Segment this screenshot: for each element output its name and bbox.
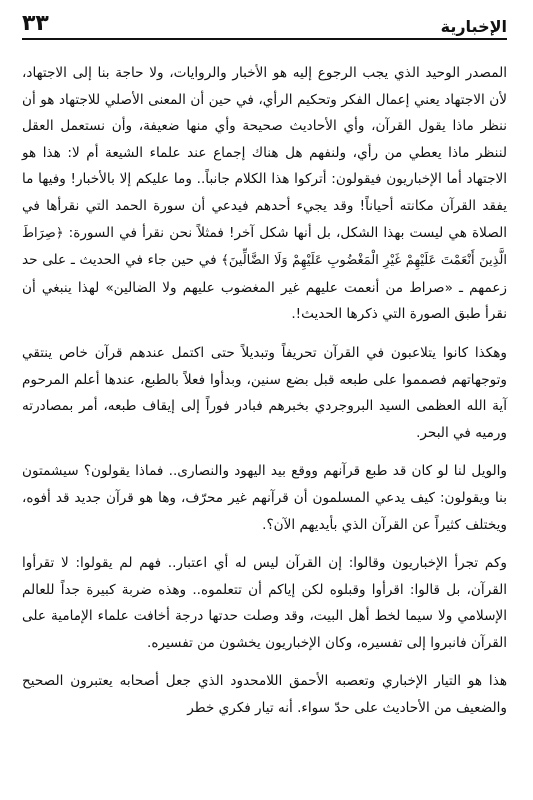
paragraph-3: والويل لنا لو كان قد طبع قرآنهم ووقع بيد اليهود والنصارى.. فماذا يقولون؟ سيشمتون بنا ويقولون: كيف يدعي المسلمون أن قرآنهم غير محرّف، وها هو قرآن جديد قد أفوه، ويختلف كثيراً عن القرآن الذي بأيديهم الآن؟. bbox=[22, 463, 507, 533]
page-body bbox=[22, 60, 507, 722]
page-number: ٣٣ bbox=[22, 11, 49, 36]
paragraph-5: هذا هو التيار الإخباري وتعصبه الأحمق اللامحدود الذي جعل أصحابه يعتبرون الصحيح والضعيف من الأحاديث على حدّ سواء. أنه تيار فكري خطر bbox=[22, 673, 507, 717]
paragraph-2: وهكذا كانوا يتلاعبون في القرآن تحريفاً وتبديلاً حتى اكتمل عندهم قرآن خاص ينتقي وتوجهاتهم فصمموا على طبعه قبل بضع سنين، وبدأوا فعلاً بالطبع، عندها أعلم المرحوم آية الله العظمى السيد البروجردي بخبرهم فبادر فوراً إلى إيقاف طبعه، أمر بمصادرته ورميه في البحر. bbox=[22, 344, 507, 441]
paragraph-1 bbox=[22, 60, 507, 328]
running-title: الإخبارية bbox=[440, 17, 507, 36]
paragraph-4: وكم تجرأ الإخباريون وقالوا: إن القرآن ليس له أي اعتبار.. فهم لم يقولوا: لا تقرأوا القرآن، بل قالوا: اقرأوا وقبلوه لكن إياكم أن تتعلموه.. وهذه ضربة كبيرة جداً للعالم الإسلامي ولا سيما لخط أهل البيت، وقد وصلت حدتها درجة أخافت علماء الإمامية على القرآن فانبروا إلى تفسيره، وكان الإخباريون يخشون من تفسيره. bbox=[22, 555, 507, 651]
quran-verse: ﴿صِرَاطَ الَّذِينَ أَنْعَمْتَ عَلَيْهِمْ غَيْرِ الْمَغْضُوبِ عَلَيْهِمْ وَلَا الضَّالِّينَ﴾ bbox=[22, 225, 507, 269]
paragraph-1-text: المصدر الوحيد الذي يجب الرجوع إليه هو الأخبار والروايات، ولا حاجة بنا إلى الاجتهاد، لأن الاجتهاد يعني إعمال الفكر وتحكيم الرأي، في حين أن المعنى الأصلي للاجتهاد هو أن ننظر ماذا يقول القرآن، وأي الأحاديث صحيحة وأي منها ضعيفة، وأن نستعمل العقل لننظر ماذا يعطي من رأي، ولنفهم هل هناك إجماع عند علماء الشيعة أم لا: هذا هو الاجتهاد أما الإخباريون فيقولون: أتركوا هذا الكلام جانباً.. وما عليكم إلا بالأخبار! وفيها ما يفقد القرآن مكانته أحياناً! وقد يجيء أحدهم فيدعي أن سورة الحمد التي نقرأها في الصلاة هي ليست بهذا الشكل، بل أنها شكل آخر! فمثلاً نحن نقرأ في السورة: bbox=[22, 65, 507, 241]
paragraph-1-continuation: في حين جاء في الحديث ـ على حد زعمهم ـ «صراط من أنعمت عليهم غير المغضوب عليهم ولا الضالين» لهذا ينبغي أن نقرأ طبق الصورة التي ذكرها الحديث!. bbox=[22, 252, 507, 323]
page-header bbox=[22, 6, 507, 40]
